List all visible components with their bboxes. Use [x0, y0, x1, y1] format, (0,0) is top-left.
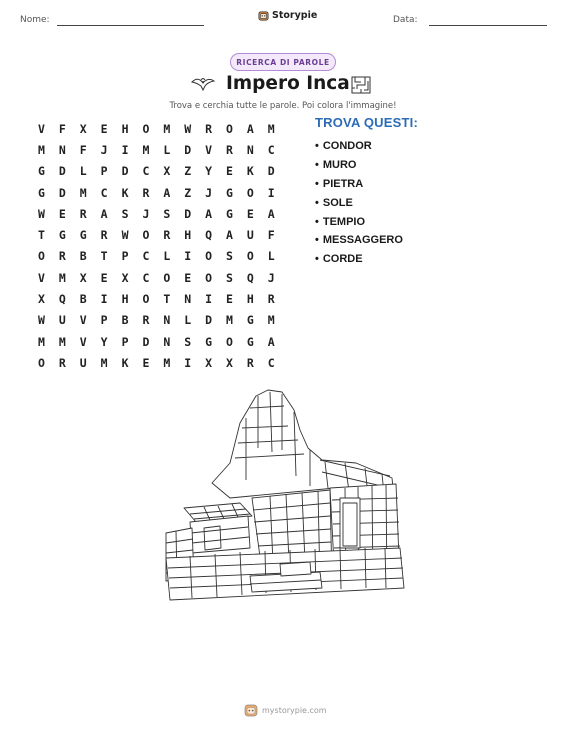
word-label: MURO [322, 159, 357, 172]
condor-icon [190, 74, 216, 94]
grid-row [38, 203, 289, 224]
grid-letter[interactable]: L [184, 313, 192, 328]
word-list-title: TROVA QUESTI: [315, 115, 418, 130]
word-label: SOLE [322, 196, 353, 209]
grid-letter[interactable]: V [205, 142, 213, 157]
grid-letter[interactable]: Y [100, 334, 108, 349]
grid-letter[interactable]: E [226, 292, 233, 307]
word-list-item [315, 137, 403, 156]
grid-letter[interactable]: O [226, 334, 233, 349]
grid-letter[interactable]: O [38, 249, 45, 264]
brand [258, 10, 317, 21]
word-list-item [315, 175, 403, 194]
grid-letter[interactable]: L [79, 164, 87, 179]
grid-letter[interactable]: P [121, 249, 129, 264]
grid-letter[interactable]: W [121, 228, 129, 243]
grid-letter[interactable]: R [79, 206, 87, 221]
grid-row [38, 161, 289, 182]
grid-letter[interactable]: B [79, 292, 87, 307]
grid-letter[interactable]: N [163, 313, 171, 328]
grid-letter[interactable]: I [121, 142, 129, 157]
grid-letter[interactable]: S [226, 249, 233, 264]
grid-letter[interactable]: I [205, 292, 213, 307]
grid-letter[interactable]: I [100, 292, 108, 307]
grid-letter[interactable]: D [142, 334, 150, 349]
bullet-icon: • [315, 196, 319, 209]
instructions: Trova e cerchia tutte le parole. Poi colora l'immagine! [169, 101, 397, 111]
grid-letter[interactable]: U [58, 313, 66, 328]
footer [244, 703, 327, 717]
grid-letter[interactable]: S [163, 206, 171, 221]
bullet-icon: • [315, 253, 319, 266]
grid-letter[interactable]: V [79, 313, 87, 328]
brand-name: Storypie [272, 10, 318, 21]
grid-letter[interactable]: O [142, 121, 150, 136]
grid-letter[interactable]: A [267, 334, 275, 349]
grid-letter[interactable]: G [38, 185, 45, 200]
grid-letter[interactable]: U [79, 355, 87, 370]
grid-letter[interactable]: E [100, 270, 108, 285]
grid-letter[interactable]: E [100, 121, 108, 136]
word-list-item [315, 231, 403, 250]
grid-letter[interactable]: G [205, 334, 213, 349]
grid-letter[interactable]: I [184, 355, 192, 370]
grid-row [38, 288, 289, 309]
grid-letter[interactable]: X [163, 164, 171, 179]
grid-letter[interactable]: P [121, 334, 129, 349]
grid-letter[interactable]: C [142, 270, 150, 285]
grid-row [38, 352, 289, 373]
grid-letter[interactable]: K [121, 185, 129, 200]
grid-letter[interactable]: D [267, 164, 275, 179]
name-label: Nome: [20, 15, 50, 25]
grid-letter[interactable]: D [205, 313, 213, 328]
grid-letter[interactable]: S [184, 334, 192, 349]
bullet-icon: • [315, 159, 319, 172]
grid-letter[interactable]: P [100, 313, 108, 328]
grid-letter[interactable]: J [100, 142, 108, 157]
grid-row [38, 246, 289, 267]
bullet-icon: • [315, 177, 319, 190]
grid-letter[interactable]: H [121, 121, 129, 136]
grid-letter[interactable]: N [246, 142, 254, 157]
grid-row [38, 224, 289, 245]
grid-letter[interactable]: O [142, 228, 150, 243]
grid-letter[interactable]: V [38, 270, 45, 285]
grid-letter[interactable]: L [163, 142, 171, 157]
grid-letter[interactable]: Q [246, 270, 254, 285]
activity-badge: RICERCA DI PAROLE [230, 53, 336, 71]
grid-letter[interactable]: F [267, 228, 275, 243]
grid-letter[interactable]: E [184, 270, 192, 285]
grid-letter[interactable]: E [142, 355, 150, 370]
grid-letter[interactable]: R [246, 355, 254, 370]
grid-letter[interactable]: D [58, 164, 66, 179]
grid-letter[interactable]: K [246, 164, 254, 179]
grid-letter[interactable]: V [79, 334, 87, 349]
grid-letter[interactable]: O [205, 270, 213, 285]
grid-letter[interactable]: R [142, 313, 150, 328]
grid-letter[interactable]: O [246, 249, 254, 264]
grid-letter[interactable]: S [226, 270, 233, 285]
grid-letter[interactable]: M [58, 270, 66, 285]
grid-letter[interactable]: O [38, 355, 45, 370]
grid-letter[interactable]: L [267, 249, 275, 264]
grid-letter[interactable]: T [163, 292, 171, 307]
grid-letter[interactable]: Q [58, 292, 66, 307]
grid-letter[interactable]: O [205, 249, 213, 264]
grid-letter[interactable]: O [246, 185, 254, 200]
grid-letter[interactable]: J [267, 270, 275, 285]
grid-letter[interactable]: F [58, 121, 66, 136]
grid-letter[interactable]: G [38, 164, 45, 179]
grid-row [38, 118, 289, 139]
grid-letter[interactable]: R [58, 355, 66, 370]
grid-letter[interactable]: A [205, 206, 213, 221]
grid-letter[interactable]: R [267, 292, 275, 307]
page-title: Impero Inca [226, 73, 350, 94]
grid-row [38, 310, 289, 331]
grid-letter[interactable]: G [226, 206, 233, 221]
grid-letter[interactable]: G [58, 228, 66, 243]
grid-letter[interactable]: Y [205, 164, 213, 179]
grid-letter[interactable]: F [79, 142, 87, 157]
storypie-footer-icon [244, 703, 258, 717]
grid-letter[interactable]: T [100, 249, 108, 264]
grid-letter[interactable]: M [58, 334, 66, 349]
grid-letter[interactable]: R [205, 121, 213, 136]
word-search-grid[interactable] [38, 118, 289, 374]
grid-letter[interactable]: C [267, 142, 275, 157]
grid-row [38, 331, 289, 352]
grid-letter[interactable]: G [226, 185, 233, 200]
grid-letter[interactable]: G [79, 228, 87, 243]
grid-letter[interactable]: X [205, 355, 213, 370]
word-label: TEMPIO [322, 215, 366, 228]
grid-letter[interactable]: Z [184, 185, 192, 200]
bullet-icon: • [315, 215, 319, 228]
grid-letter[interactable]: A [226, 228, 233, 243]
grid-letter[interactable]: M [38, 142, 45, 157]
grid-letter[interactable]: X [38, 292, 45, 307]
grid-letter[interactable]: N [58, 142, 66, 157]
bullet-icon: • [315, 234, 319, 247]
word-label: MESSAGGERO [322, 234, 403, 247]
grid-letter[interactable]: B [121, 313, 129, 328]
grid-letter[interactable]: M [142, 142, 150, 157]
grid-letter[interactable]: W [38, 206, 45, 221]
word-list [315, 137, 403, 269]
grid-letter[interactable]: W [38, 313, 45, 328]
grid-letter[interactable]: G [246, 334, 254, 349]
grid-letter[interactable]: M [38, 334, 45, 349]
grid-letter[interactable]: R [100, 228, 108, 243]
word-list-item [315, 193, 403, 212]
grid-letter[interactable]: X [79, 270, 87, 285]
grid-letter[interactable]: M [226, 313, 233, 328]
grid-letter[interactable]: L [163, 249, 171, 264]
grid-letter[interactable]: A [163, 185, 171, 200]
grid-letter[interactable]: M [100, 355, 108, 370]
grid-letter[interactable]: W [184, 121, 192, 136]
grid-letter[interactable]: I [184, 249, 192, 264]
date-field[interactable] [429, 25, 547, 26]
grid-letter[interactable]: X [121, 270, 129, 285]
bullet-icon: • [315, 140, 319, 153]
grid-letter[interactable]: R [58, 249, 66, 264]
word-label: CORDE [322, 253, 363, 266]
grid-letter[interactable]: N [184, 292, 192, 307]
grid-letter[interactable]: T [38, 228, 45, 243]
grid-letter[interactable]: C [100, 185, 108, 200]
grid-letter[interactable]: M [163, 355, 171, 370]
grid-letter[interactable]: V [38, 121, 45, 136]
grid-letter[interactable]: C [267, 355, 275, 370]
grid-letter[interactable]: H [121, 292, 129, 307]
grid-letter[interactable]: X [226, 355, 233, 370]
date-label: Data: [393, 15, 418, 25]
maze-icon [351, 76, 371, 94]
grid-letter[interactable]: G [246, 313, 254, 328]
grid-letter[interactable]: A [267, 206, 275, 221]
grid-letter[interactable]: D [184, 142, 192, 157]
grid-letter[interactable]: R [163, 228, 171, 243]
grid-letter[interactable]: M [267, 313, 275, 328]
grid-letter[interactable]: K [121, 355, 129, 370]
grid-letter[interactable]: D [121, 164, 129, 179]
grid-row [38, 182, 289, 203]
grid-letter[interactable]: Z [184, 164, 192, 179]
grid-letter[interactable]: H [246, 292, 254, 307]
grid-letter[interactable]: C [142, 164, 150, 179]
grid-letter[interactable]: D [58, 185, 66, 200]
grid-letter[interactable]: O [226, 121, 233, 136]
grid-row [38, 267, 289, 288]
word-list-item [315, 156, 403, 175]
grid-letter[interactable]: E [58, 206, 66, 221]
word-label: PIETRA [322, 177, 364, 190]
word-list-item [315, 250, 403, 269]
inca-temple-illustration [160, 388, 410, 610]
word-list-item [315, 212, 403, 231]
storypie-logo-icon [258, 10, 269, 21]
grid-letter[interactable]: M [79, 185, 87, 200]
grid-letter[interactable]: B [79, 249, 87, 264]
grid-letter[interactable]: A [100, 206, 108, 221]
grid-letter[interactable]: O [142, 292, 150, 307]
grid-letter[interactable]: M [163, 121, 171, 136]
grid-letter[interactable]: X [79, 121, 87, 136]
grid-letter[interactable]: O [163, 270, 171, 285]
grid-letter[interactable]: E [226, 164, 233, 179]
grid-letter[interactable]: R [142, 185, 150, 200]
grid-letter[interactable]: P [100, 164, 108, 179]
grid-letter[interactable]: U [246, 228, 254, 243]
grid-letter[interactable]: J [205, 185, 213, 200]
grid-letter[interactable]: C [142, 249, 150, 264]
grid-letter[interactable]: S [121, 206, 129, 221]
grid-letter[interactable]: J [142, 206, 150, 221]
grid-letter[interactable]: I [267, 185, 275, 200]
grid-letter[interactable]: Q [205, 228, 213, 243]
grid-letter[interactable]: D [184, 206, 192, 221]
grid-row [38, 139, 289, 160]
word-label: CONDOR [322, 140, 372, 153]
grid-letter[interactable]: H [184, 228, 192, 243]
name-field[interactable] [57, 25, 204, 26]
grid-letter[interactable]: M [267, 121, 275, 136]
grid-letter[interactable]: N [163, 334, 171, 349]
footer-url: mystorypie.com [262, 705, 327, 715]
grid-letter[interactable]: E [246, 206, 254, 221]
grid-letter[interactable]: R [226, 142, 233, 157]
grid-letter[interactable]: A [246, 121, 254, 136]
